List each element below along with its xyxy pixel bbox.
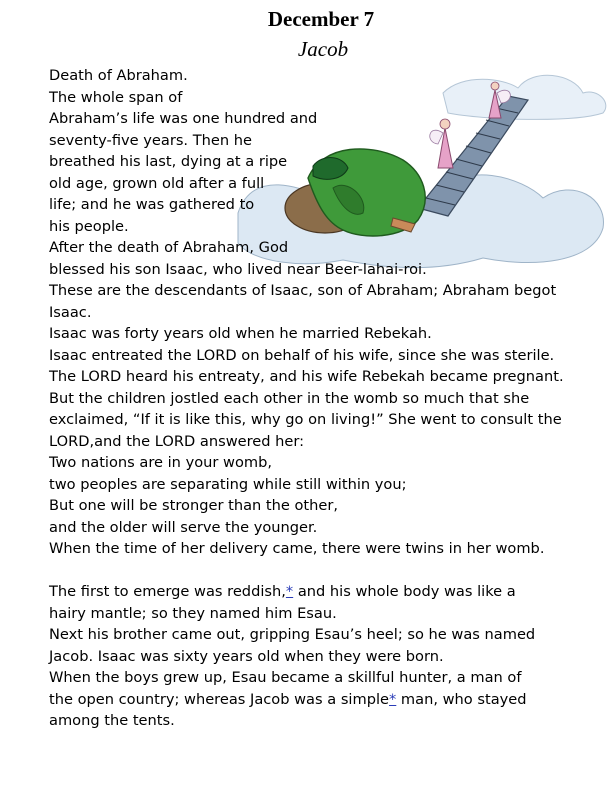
footnote-link[interactable]: * bbox=[389, 690, 397, 708]
passage-line bbox=[49, 689, 589, 711]
passage-line: The LORD heard his entreaty, and his wife Rebekah became pregnant. bbox=[49, 368, 564, 385]
passage-line bbox=[49, 581, 589, 603]
page-title: December 7 bbox=[267, 7, 375, 31]
passage-line: When the boys grew up, Esau became a skillful hunter, a man of bbox=[49, 669, 522, 686]
passage-line: his people. bbox=[49, 217, 129, 235]
paragraph-gap bbox=[49, 560, 589, 582]
passage-text: and his whole body was like a bbox=[293, 583, 516, 600]
passage-line: Abraham’s life was one hundred and bbox=[49, 110, 318, 127]
passage-line: among the tents. bbox=[49, 712, 175, 729]
passage-line: After the death of Abraham, God bbox=[49, 239, 289, 256]
passage-line: When the time of her delivery came, there were twins in her womb. bbox=[49, 540, 545, 557]
passage-line: Isaac. bbox=[49, 303, 92, 321]
passage-line: Next his brother came out, gripping Esau’s heel; so he was named bbox=[49, 626, 536, 643]
passage-line: Isaac was forty years old when he married Rebekah. bbox=[49, 325, 432, 342]
passage-line: Death of Abraham. bbox=[49, 67, 188, 84]
passage-line: The whole span of bbox=[49, 88, 183, 106]
passage-line: But one will be stronger than the other, bbox=[49, 497, 339, 514]
passage-line: blessed his son Isaac, who lived near Beer-lahai-roi. bbox=[49, 260, 427, 278]
passage-line: LORD,and the LORD answered her: bbox=[49, 432, 305, 450]
passage-line: Two nations are in your womb, bbox=[49, 454, 273, 471]
passage-line: These are the descendants of Isaac, son of Abraham; Abraham begot bbox=[49, 282, 557, 299]
passage-line: Jacob. Isaac was sixty years old when they were born. bbox=[49, 647, 444, 665]
passage-line: life; and he was gathered to bbox=[49, 196, 255, 213]
scripture-passage bbox=[49, 65, 589, 732]
footnote-link[interactable]: * bbox=[285, 583, 294, 600]
passage-line: seventy-five years. Then he bbox=[49, 131, 252, 149]
passage-text: The first to emerge was reddish, bbox=[49, 583, 286, 600]
passage-line: exclaimed, “If it is like this, why go on living!” She went to consult the bbox=[49, 411, 562, 428]
passage-line: two peoples are separating while still within you; bbox=[49, 475, 407, 493]
passage-text: man, who stayed bbox=[396, 690, 527, 708]
passage-line: Isaac entreated the LORD on behalf of his wife, since she was sterile. bbox=[49, 346, 555, 364]
passage-line: and the older will serve the younger. bbox=[49, 518, 318, 536]
passage-line: hairy mantle; so they named him Esau. bbox=[49, 604, 337, 622]
passage-line: breathed his last, dying at a ripe bbox=[49, 153, 288, 170]
passage-line: old age, grown old after a full bbox=[49, 174, 265, 192]
passage-line: But the children jostled each other in the womb so much that she bbox=[49, 389, 530, 407]
page-subtitle: Jacob bbox=[297, 37, 349, 61]
passage-text: the open country; whereas Jacob was a simple bbox=[49, 690, 389, 708]
